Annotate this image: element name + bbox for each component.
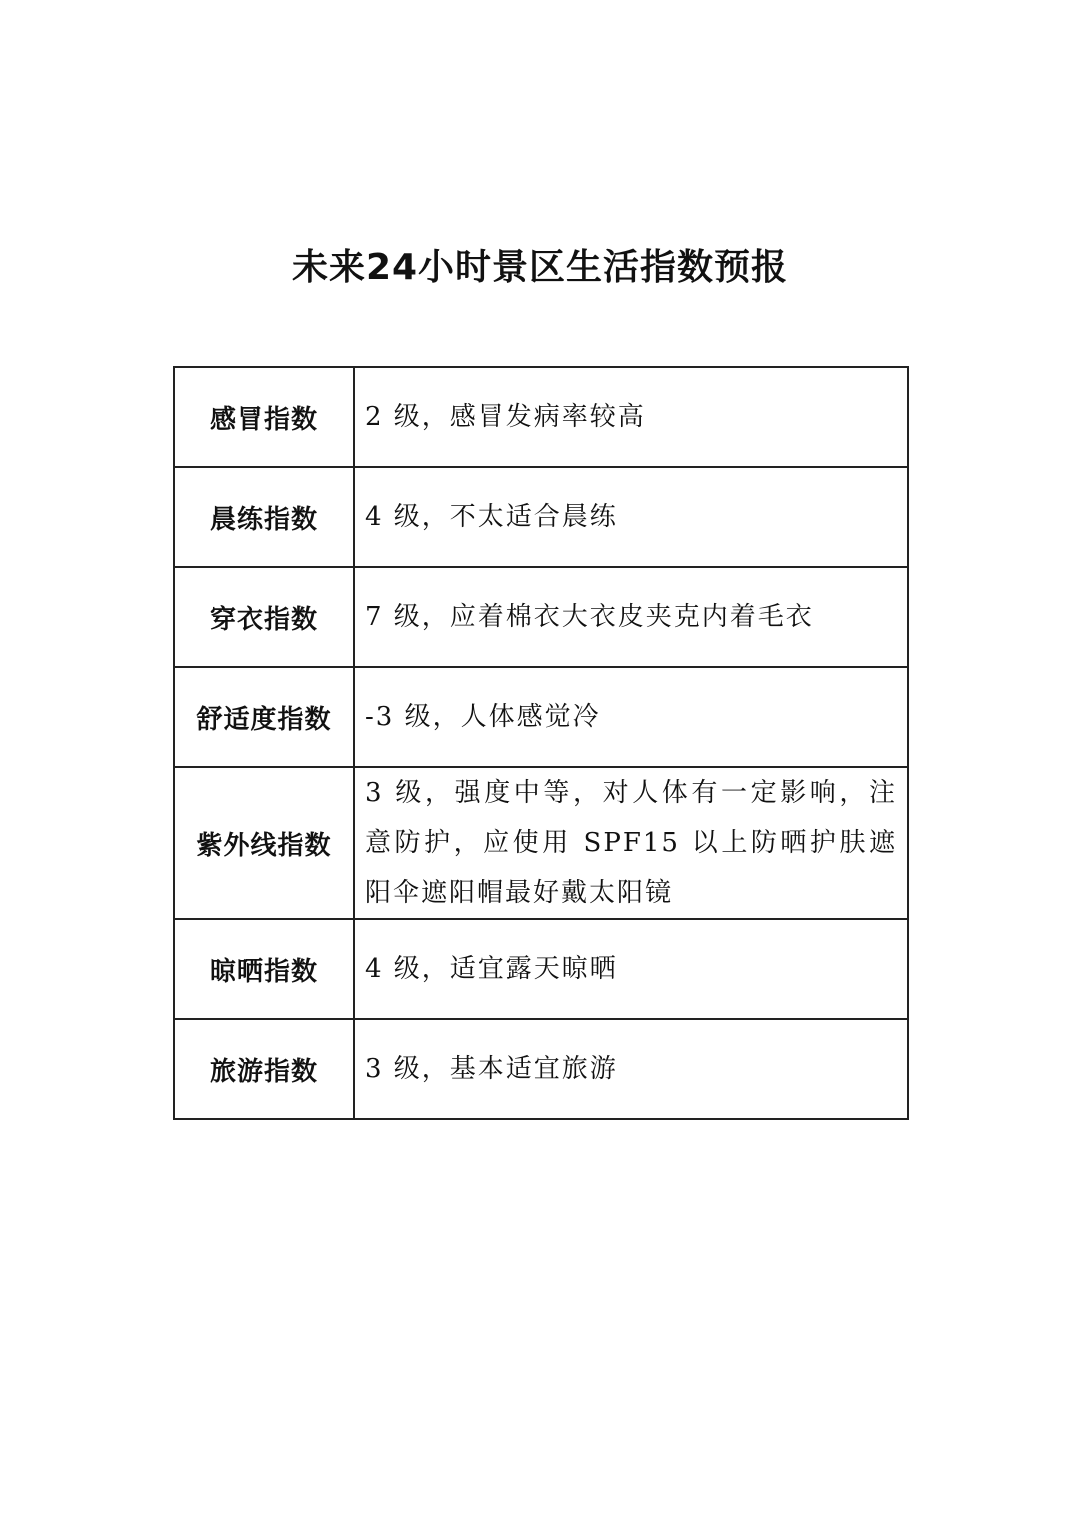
table-row [174, 919, 908, 1019]
index-name-morning-exercise: 晨练指数 [174, 467, 354, 567]
index-desc-dressing: 7 级，应着棉衣大衣皮夹克内着毛衣 [354, 567, 908, 667]
index-desc-uv: 3 级，强度中等，对人体有一定影响，注意防护，应使用 SPF15 以上防晒护肤遮阳伞遮阳帽最好戴太阳镜 [354, 767, 908, 919]
table-row [174, 667, 908, 767]
index-desc-cold: 2 级，感冒发病率较高 [354, 367, 908, 467]
index-desc-morning-exercise: 4 级，不太适合晨练 [354, 467, 908, 567]
table-row [174, 767, 908, 919]
index-name-comfort: 舒适度指数 [174, 667, 354, 767]
index-name-drying: 晾晒指数 [174, 919, 354, 1019]
table-row [174, 367, 908, 467]
table-row [174, 567, 908, 667]
page-title: 未来24小时景区生活指数预报 [291, 247, 789, 288]
index-desc-comfort: -3 级，人体感觉冷 [354, 667, 908, 767]
index-name-travel: 旅游指数 [174, 1019, 354, 1119]
table-row [174, 1019, 908, 1119]
index-name-cold: 感冒指数 [174, 367, 354, 467]
index-desc-travel: 3 级，基本适宜旅游 [354, 1019, 908, 1119]
index-desc-drying: 4 级，适宜露天晾晒 [354, 919, 908, 1019]
life-index-table [173, 366, 909, 1120]
table-row [174, 467, 908, 567]
index-name-uv: 紫外线指数 [174, 767, 354, 919]
index-name-dressing: 穿衣指数 [174, 567, 354, 667]
